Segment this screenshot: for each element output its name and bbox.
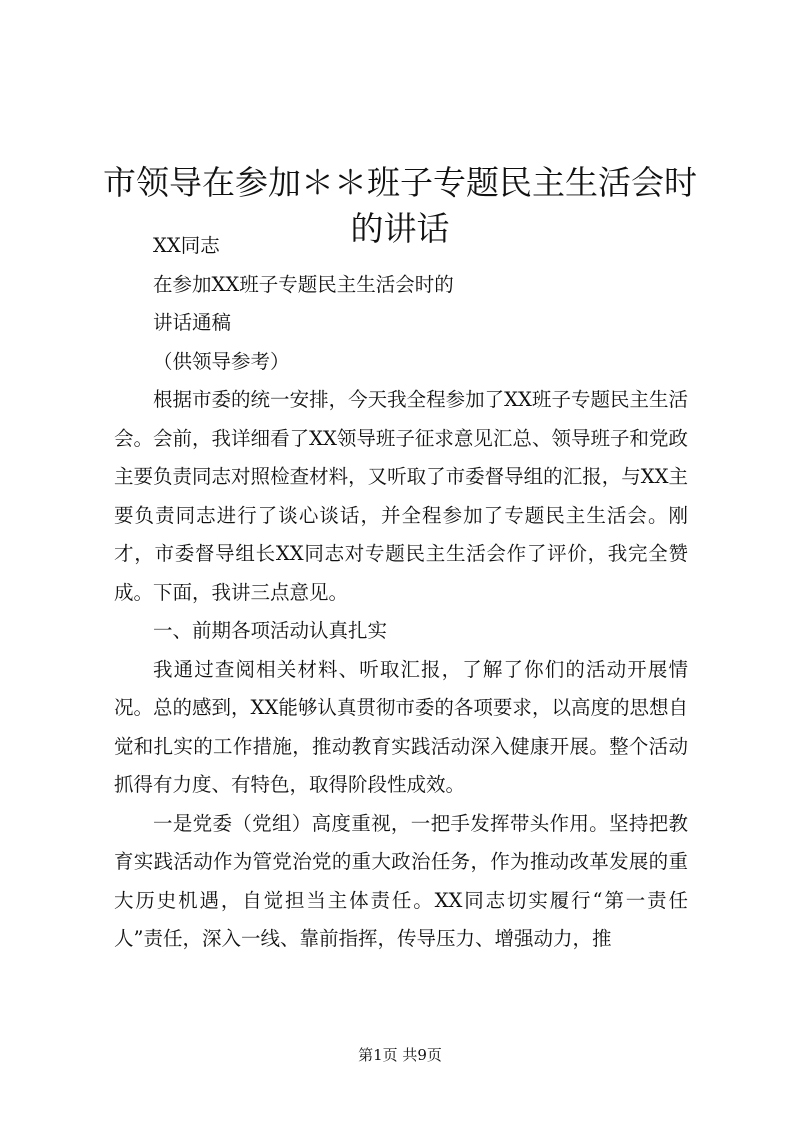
reference-note: （供领导参考） (153, 349, 290, 373)
addressee-line: XX同志 (153, 234, 220, 257)
section-heading: 一、前期各项活动认真扎实 (153, 619, 388, 642)
document-body (114, 227, 688, 959)
subtitle-line-1: 在参加XX班子专题民主生活会时的 (153, 272, 454, 296)
body-paragraph: 根据市委的统一安排，今天我全程参加了XX班子专题民主生活会。会前，我详细看了XX领导班子征求意见汇总、领导班子和党政主要负责同志对照检查材料，又听取了市委督导组的汇报，与XX主要负责同志进行了谈心谈话，并全程参加了专题民主生活会。刚才，市委督导组长XX同志对专题民主生活会作了评价，我完全赞成。下面，我讲三点意见。 (114, 388, 688, 604)
body-paragraph: 我通过查阅相关材料、听取汇报，了解了你们的活动开展情况。总的感到，XX能够认真贯彻市委的各项要求，以高度的思想自觉和扎实的工作措施，推动教育实践活动深入健康开展。整个活动抓得有力度、有特色，取得阶段性成效。 (114, 657, 688, 796)
body-paragraph: 一是党委（党组）高度重视，一把手发挥带头作用。坚持把教育实践活动作为管党治党的重大政治任务，作为推动改革发展的重大历史机遇，自觉担当主体责任。XX同志切实履行“第一责任人”责任，深入一线、靠前指挥，传导压力、增强动力，推 (114, 811, 688, 950)
page-footer: 第1页 共9页 (358, 1046, 442, 1064)
document-title: 市领导在参加＊＊班子专题民主生活会时的讲话 (103, 163, 697, 249)
subtitle-line-2: 讲话通稿 (153, 311, 232, 334)
